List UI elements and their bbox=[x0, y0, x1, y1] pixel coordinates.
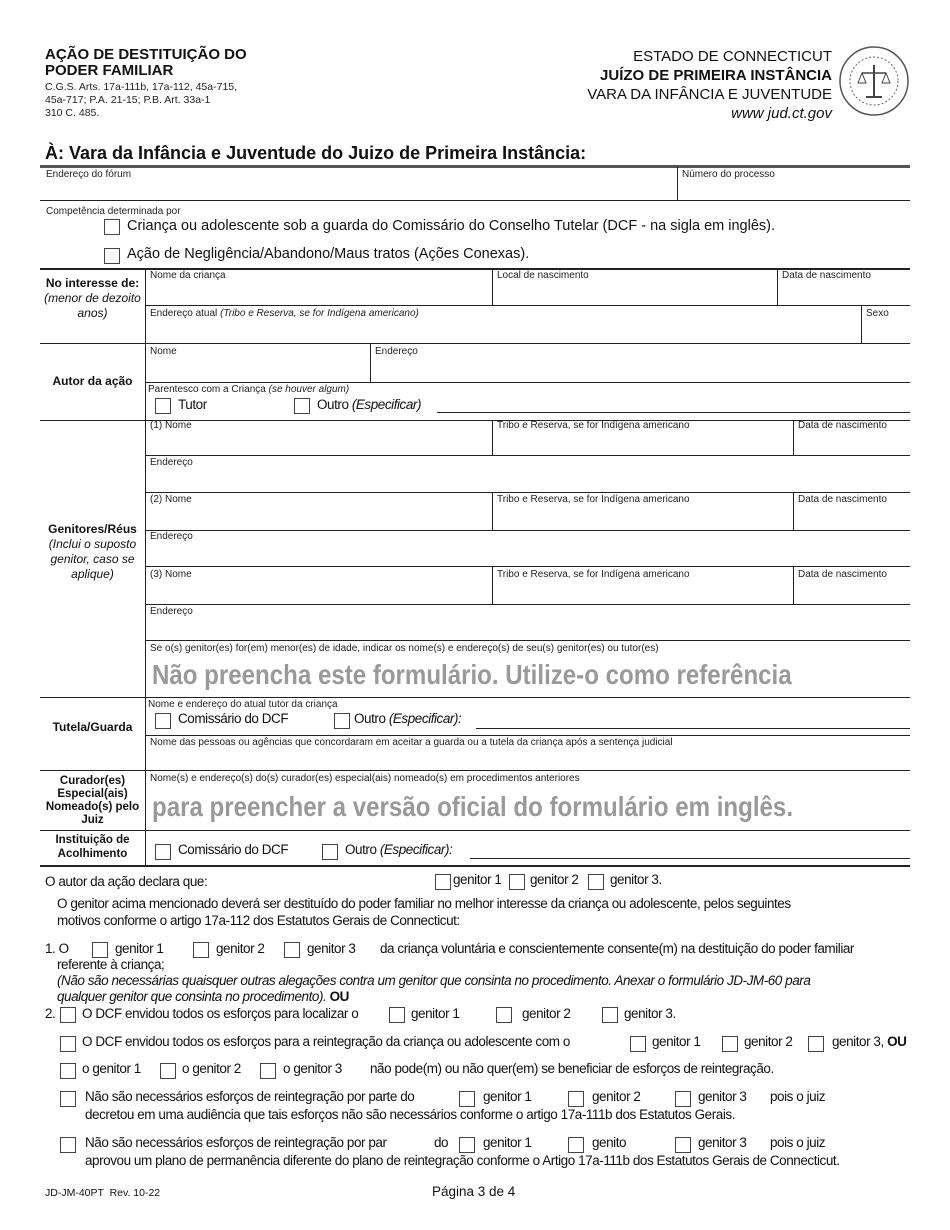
item3-genitor2-label: genitor 2 bbox=[744, 1034, 793, 1049]
item2-genitor1-checkbox[interactable] bbox=[389, 1007, 405, 1023]
item4-genitor3-checkbox[interactable] bbox=[260, 1063, 276, 1079]
placement-dcf-checkbox[interactable] bbox=[155, 844, 171, 860]
item3-genitor1-label: genitor 1 bbox=[652, 1034, 701, 1049]
item2-genitor2-label: genitor 2 bbox=[522, 1006, 571, 1021]
child-sex-label: Sexo bbox=[866, 308, 889, 319]
item6-genitor1-label: genitor 1 bbox=[483, 1135, 532, 1150]
item4-genitor2-label: o genitor 2 bbox=[182, 1061, 241, 1076]
custody-section-title: Tutela/Guarda bbox=[52, 720, 133, 734]
item4-genitor1-label: o genitor 1 bbox=[82, 1061, 141, 1076]
child-section-title: No interesse de: (menor de dezoito anos) bbox=[44, 276, 141, 320]
item5-text2: decretou em uma audiência que tais esforços não são necessários conforme o artigo 17a-111b dos Estatutos Gerais. bbox=[85, 1107, 735, 1122]
grounds-paragraph: O genitor acima mencionado deverá ser destituído do poder familiar no melhor interesse da criança ou adolescente, pelos seguintes motivos conforme o artigo 17a-112 dos Estatutos Gerais de Connecticut: bbox=[57, 896, 791, 928]
parent2-dob-label: Data de nascimento bbox=[798, 494, 887, 505]
item4-genitor1-checkbox[interactable] bbox=[60, 1063, 76, 1079]
item3-genitor3-checkbox[interactable] bbox=[808, 1036, 824, 1052]
item5-genitor2-label: genitor 2 bbox=[592, 1089, 641, 1104]
child-name-label: Nome da criança bbox=[150, 270, 226, 281]
item6-text2: aprovou um plano de permanência diferente do plano de reintegração conforme o Artigo 17a-111b dos Estatutos Gerais de Connecticut. bbox=[85, 1153, 840, 1168]
item1-text: da criança voluntária e conscientemente consente(m) na destituição do poder familiar bbox=[380, 941, 854, 956]
item1-genitor3-checkbox[interactable] bbox=[284, 942, 300, 958]
item1-note: (Não são necessárias quaisquer outras alegações contra um genitor que consinta no procedimento. Anexar o formulário JD-JM-60 para qualquer genitor que consinta no procedimento). OU bbox=[57, 973, 811, 1004]
item6-text: Não são necessários esforços de reintegração por par bbox=[85, 1135, 387, 1150]
item6-mid: do bbox=[434, 1135, 449, 1150]
item4-text: não pode(m) ou não quer(em) se beneficiar de esforços de reintegração. bbox=[370, 1061, 774, 1076]
watermark-line2: para preencher a versão oficial do formulário em inglês. bbox=[152, 791, 794, 822]
relation-other-field[interactable] bbox=[437, 412, 910, 413]
item3-genitor2-checkbox[interactable] bbox=[722, 1036, 738, 1052]
form-id: JD-JM-40PT Rev. 10-22 bbox=[45, 1187, 161, 1199]
placement-other-checkbox[interactable] bbox=[322, 844, 338, 860]
docket-number-label: Número do processo bbox=[682, 169, 775, 180]
petitioner-section-title: Autor da ação bbox=[52, 374, 133, 388]
parent1-address-label: Endereço bbox=[150, 457, 193, 468]
item3-genitor3-label: genitor 3, OU bbox=[832, 1034, 907, 1049]
item1-text2: referente à criança; bbox=[57, 957, 165, 972]
item4-genitor3-label: o genitor 3 bbox=[283, 1061, 342, 1076]
item2-genitor3-label: genitor 3. bbox=[624, 1006, 676, 1021]
jurisdiction-neglect-option: Ação de Negligência/Abandono/Maus tratos (Ações Conexas). bbox=[127, 246, 530, 262]
custody-dcf-checkbox[interactable] bbox=[155, 713, 171, 729]
item5-tail: pois o juiz bbox=[770, 1089, 826, 1104]
decl-genitor3-label: genitor 3. bbox=[610, 872, 662, 887]
item5-genitor1-label: genitor 1 bbox=[483, 1089, 532, 1104]
item5-text: Não são necessários esforços de reintegração por parte do bbox=[85, 1089, 415, 1104]
item5-genitor3-label: genitor 3 bbox=[698, 1089, 747, 1104]
parents-section-title: Genitores/Réus (Inclui o suposto genitor, caso se aplique) bbox=[48, 522, 137, 581]
state-seal-icon bbox=[838, 45, 910, 117]
item2-text: O DCF envidou todos os esforços para localizar o bbox=[82, 1006, 359, 1021]
form-title: AÇÃO DE DESTITUIÇÃO DO PODER FAMILIAR bbox=[45, 46, 247, 79]
item6-tail: pois o juiz bbox=[770, 1135, 826, 1150]
parent3-dob-label: Data de nascimento bbox=[798, 569, 887, 580]
relation-guardian-checkbox[interactable] bbox=[155, 398, 171, 414]
court-address-label: Endereço do fórum bbox=[46, 169, 132, 180]
custody-agreed-label: Nome das pessoas ou agências que concordaram em aceitar a guarda ou a tutela da criança após a sentença judicial bbox=[150, 737, 673, 748]
placement-other-option: Outro (Especificar): bbox=[345, 842, 453, 857]
item3-text: O DCF envidou todos os esforços para a reintegração da criança ou adolescente com o bbox=[82, 1034, 570, 1049]
parent1-name-label: (1) Nome bbox=[150, 420, 192, 431]
item2-number: 2. bbox=[45, 1006, 56, 1021]
placement-dcf-option: Comissário do DCF bbox=[178, 842, 289, 857]
custody-current-label: Nome e endereço do atual tutor da criança bbox=[148, 699, 338, 710]
item3-genitor1-checkbox[interactable] bbox=[630, 1036, 646, 1052]
item2-genitor3-checkbox[interactable] bbox=[602, 1007, 618, 1023]
gal-label: Nome(s) e endereço(s) do(s) curador(es) especial(ais) nomeado(s) em procedimentos anteriores bbox=[150, 773, 580, 784]
item3-checkbox[interactable] bbox=[60, 1036, 76, 1052]
page-heading: À: Vara da Infância e Juventude do Juizo de Primeira Instância: bbox=[45, 143, 587, 163]
item1-genitor2-checkbox[interactable] bbox=[193, 942, 209, 958]
page-number: Página 3 de 4 bbox=[432, 1184, 516, 1199]
placement-other-field[interactable] bbox=[470, 858, 910, 859]
decl-genitor1-checkbox[interactable] bbox=[435, 874, 451, 890]
item6-genitor2-checkbox[interactable] bbox=[568, 1137, 584, 1153]
gal-section-title: Curador(es) Especial(ais) Nomeado(s) pelo Juiz bbox=[45, 775, 140, 826]
item1-number: 1. O bbox=[45, 941, 69, 956]
parent2-tribe-label: Tribo e Reserva, se for Indígena americano bbox=[497, 494, 690, 505]
relation-other-checkbox[interactable] bbox=[294, 398, 310, 414]
custody-other-option: Outro (Especificar): bbox=[354, 711, 462, 726]
minor-parents-label: Se o(s) genitor(es) for(em) menor(es) de idade, indicar os nome(s) e endereço(s) de seu(s) genitor(es) ou tutor(es) bbox=[150, 643, 659, 654]
item2-genitor1-label: genitor 1 bbox=[411, 1006, 460, 1021]
item6-checkbox[interactable] bbox=[60, 1137, 76, 1153]
custody-other-field[interactable] bbox=[476, 728, 910, 729]
statute-citations: C.G.S. Arts. 17a-111b, 17a-112, 45a-715, 45a-717; P.A. 21-15; P.B. Art. 33a-1 310 C. 485. bbox=[45, 81, 238, 119]
item1-genitor3-label: genitor 3 bbox=[307, 941, 356, 956]
watermark-line1: Não preencha este formulário. Utilize-o como referência bbox=[152, 659, 792, 690]
declaration-intro: O autor da ação declara que: bbox=[45, 874, 208, 889]
item6-genitor1-checkbox[interactable] bbox=[459, 1137, 475, 1153]
child-address-label: Endereço atual (Tribo e Reserva, se for Indígena americano) bbox=[150, 308, 419, 319]
item5-genitor3-checkbox[interactable] bbox=[675, 1091, 691, 1107]
relation-other-option: Outro (Especificar) bbox=[317, 397, 421, 412]
parent2-name-label: (2) Nome bbox=[150, 494, 192, 505]
placement-section-title: Instituição de Acolhimento bbox=[55, 834, 130, 860]
custody-other-checkbox[interactable] bbox=[334, 713, 350, 729]
item1-genitor1-label: genitor 1 bbox=[115, 941, 164, 956]
item5-genitor1-checkbox[interactable] bbox=[459, 1091, 475, 1107]
parent3-tribe-label: Tribo e Reserva, se for Indígena americano bbox=[497, 569, 690, 580]
decl-genitor2-checkbox[interactable] bbox=[509, 874, 525, 890]
decl-genitor3-checkbox[interactable] bbox=[588, 874, 604, 890]
item6-genitor3-checkbox[interactable] bbox=[675, 1137, 691, 1153]
jurisdiction-dcf-option: Criança ou adolescente sob a guarda do Comissário do Conselho Tutelar (DCF - na sigla em inglês). bbox=[127, 218, 775, 234]
court-header: ESTADO DE CONNECTICUT JUÍZO DE PRIMEIRA INSTÂNCIA VARA DA INFÂNCIA E JUVENTUDE www jud.ct.gov bbox=[587, 48, 832, 122]
parent2-address-label: Endereço bbox=[150, 531, 193, 542]
parent1-dob-label: Data de nascimento bbox=[798, 420, 887, 431]
custody-dcf-option: Comissário do DCF bbox=[178, 711, 289, 726]
relation-label: Parentesco com a Criança (se houver algum) bbox=[148, 384, 350, 395]
item2-genitor2-checkbox[interactable] bbox=[496, 1007, 512, 1023]
decl-genitor2-label: genitor 2 bbox=[530, 872, 579, 887]
child-birthplace-label: Local de nascimento bbox=[497, 270, 589, 281]
jurisdiction-label: Competência determinada por bbox=[46, 206, 181, 217]
parent3-name-label: (3) Nome bbox=[150, 569, 192, 580]
item6-genitor2-label: genito bbox=[592, 1135, 627, 1150]
item2-checkbox[interactable] bbox=[60, 1007, 76, 1023]
petitioner-address-label: Endereço bbox=[375, 346, 418, 357]
relation-guardian-option: Tutor bbox=[178, 397, 207, 412]
jurisdiction-dcf-checkbox[interactable] bbox=[104, 219, 120, 235]
parent3-address-label: Endereço bbox=[150, 606, 193, 617]
item1-genitor1-checkbox[interactable] bbox=[92, 942, 108, 958]
item5-checkbox[interactable] bbox=[60, 1091, 76, 1107]
decl-genitor1-label: genitor 1 bbox=[453, 872, 502, 887]
parent1-tribe-label: Tribo e Reserva, se for Indígena americano bbox=[497, 420, 690, 431]
item1-genitor2-label: genitor 2 bbox=[216, 941, 265, 956]
petitioner-name-label: Nome bbox=[150, 346, 177, 357]
child-dob-label: Data de nascimento bbox=[782, 270, 871, 281]
item4-genitor2-checkbox[interactable] bbox=[160, 1063, 176, 1079]
item5-genitor2-checkbox[interactable] bbox=[568, 1091, 584, 1107]
jurisdiction-neglect-checkbox[interactable] bbox=[104, 248, 120, 264]
item6-genitor3-label: genitor 3 bbox=[698, 1135, 747, 1150]
